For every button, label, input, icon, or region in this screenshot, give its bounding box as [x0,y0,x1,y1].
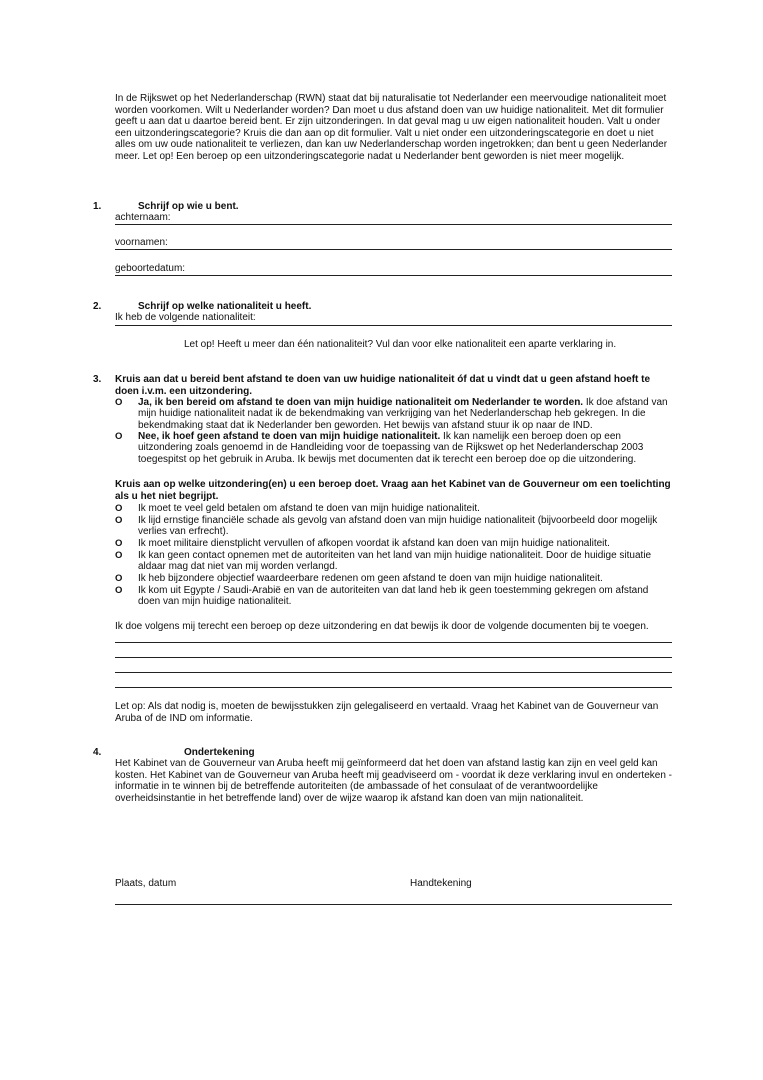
section-2-number: 2. [93,301,102,312]
exception-text: Ik kom uit Egypte / Saudi-Arabië en van de autoriteiten van dat land heb ik geen toestemming gekregen om afstand doen van mijn huidige nationaliteit. [138,585,649,608]
exception-text: Ik moet te veel geld betalen om afstand te doen van mijn huidige nationaliteit. [138,503,480,514]
exception-checkbox[interactable]: O [115,550,123,561]
section-4-title: Ondertekening [184,747,255,758]
documents-field-line[interactable] [115,672,672,673]
option-no-lead: Nee, ik hoef geen afstand te doen van mijn huidige nationaliteit. [138,431,441,442]
section-3-number: 3. [93,374,102,385]
nationality-label: Ik heb de volgende nationaliteit: [115,312,256,323]
exception-text: Ik heb bijzondere objectief waardeerbare redenen om geen afstand te doen van mijn huidige nationaliteit. [138,573,603,584]
exception-text: Ik kan geen contact opnemen met de autoriteiten van het land van mijn huidige nationaliteit. Door de huidige situatie aldaar mag dat niet van mij worden verlangd. [138,550,652,573]
birth-date-label: geboortedatum: [115,263,186,274]
exception-item[interactable] [115,538,672,549]
first-names-field[interactable] [115,249,672,250]
surname-label: achternaam: [115,212,171,223]
option-no[interactable] [115,431,672,465]
documents-field-line[interactable] [115,642,672,643]
exception-checkbox[interactable]: O [115,573,123,584]
documents-field-line[interactable] [115,687,672,688]
option-yes-text: Ik doe afstand van mijn huidige nationaliteit nadat ik de bekendmaking van verkrijging van het Nederlanderschap heb gekregen. In die bekendmaking staat dat ik Nederlander ben geworden. Het bewijs van afstand stuur ik op naar de IND. [138,397,668,431]
first-names-label: voornamen: [115,237,168,248]
place-date-label: Plaats, datum [115,878,177,889]
surname-field[interactable] [115,224,672,225]
exception-checkbox[interactable]: O [115,585,123,596]
legalisation-note: Let op: Als dat nodig is, moeten de bewijsstukken zijn gelegaliseerd en vertaald. Vraag het Kabinet van de Gouverneur van Aruba of de IND om informatie. [115,701,659,724]
option-no-radio[interactable]: O [115,431,123,442]
documents-text: Ik doe volgens mij terecht een beroep op deze uitzondering en dat bewijs ik door de volgende documenten bij te voegen. [115,621,649,632]
section-4-number: 4. [93,747,102,758]
option-yes[interactable] [115,397,672,431]
exception-item[interactable] [115,550,672,573]
signing-text: Het Kabinet van de Gouverneur van Aruba heeft mij geïnformeerd dat het doen van afstand lastig kan zijn en veel geld kan kosten. Het Kabinet van de Gouverneur van Aruba heeft mij geadviseerd om - voordat ik deze verklaring invul en onderteken - informatie in te winnen bij de betreffende autoriteiten (de ambassade of het consulaat of de verantwoordelijke overheidsinstantie in het betreffende land) over de wijze waarop ik afstand kan doen van mijn nationaliteit. [115,758,672,804]
section-1-number: 1. [93,201,102,212]
intro-paragraph: In de Rijkswet op het Nederlanderschap (RWN) staat dat bij naturalisatie tot Nederlander een meervoudige nationaliteit moet worden voorkomen. Wilt u Nederlander worden? Dan moet u dus afstand doen van uw huidige nationaliteit. Met dit formulier geeft u aan dat u daartoe bereid bent. Er zijn uitzonderingen. In dat geval mag u uw eigen nationaliteit houden. Valt u onder een uitzonderingscategorie? Kruis die dan aan op dit formulier. Valt u niet onder een uitzonderingscategorie en doet u niet alles om uw oude nationaliteit te verliezen, dan kan uw Nederlanderschap worden ingetrokken; dan bent u geen Nederlander meer. Let op! Een beroep op een uitzonderingscategorie nadat u Nederlander bent geworden is niet meer mogelijk. [115,93,668,162]
option-yes-radio[interactable]: O [115,397,123,408]
birth-date-field[interactable] [115,275,672,276]
exception-checkbox[interactable]: O [115,515,123,526]
option-yes-lead: Ja, ik ben bereid om afstand te doen van mijn huidige nationaliteit om Nederlander te worden. [138,397,584,408]
exception-text: Ik lijd ernstige financiële schade als gevolg van afstand doen van mijn huidige nationaliteit (bijvoorbeeld door mogelijk verlies van erfrecht). [138,515,658,538]
exception-item[interactable] [115,573,672,584]
exception-item[interactable] [115,503,672,514]
option-no-text: Ik kan namelijk een beroep doen op een uitzondering zoals genoemd in de Handleiding voor de toepassing van de Rijkswet op het Nederlanderschap 2003 toegespitst op het gebruik in Aruba. Ik bewijs met documenten dat ik terecht een beroep doe op die uitzondering. [138,431,644,465]
exceptions-title: Kruis aan op welke uitzondering(en) u een beroep doet. Vraag aan het Kabinet van de Gouverneur om een toelichting als u het niet begrijpt. [115,479,671,502]
section-3-title: Kruis aan dat u bereid bent afstand te doen van uw huidige nationaliteit óf dat u vindt dat u geen afstand hoeft te doen i.v.m. een uitzondering. [115,374,651,397]
section-2-title: Schrijf op welke nationaliteit u heeft. [138,301,312,312]
exception-checkbox[interactable]: O [115,503,123,514]
signature-label: Handtekening [410,878,472,889]
nationality-field[interactable] [115,325,672,326]
multiple-nationality-note: Let op! Heeft u meer dan één nationaliteit? Vul dan voor elke nationaliteit een aparte verklaring in. [184,339,617,350]
documents-field-line[interactable] [115,657,672,658]
exception-item[interactable] [115,585,672,608]
exception-checkbox[interactable]: O [115,538,123,549]
exception-text: Ik moet militaire dienstplicht vervullen of afkopen voordat ik afstand kan doen van mijn huidige nationaliteit. [138,538,610,549]
exception-item[interactable] [115,515,672,538]
signature-line[interactable] [115,904,672,905]
section-1-title: Schrijf op wie u bent. [138,201,239,212]
